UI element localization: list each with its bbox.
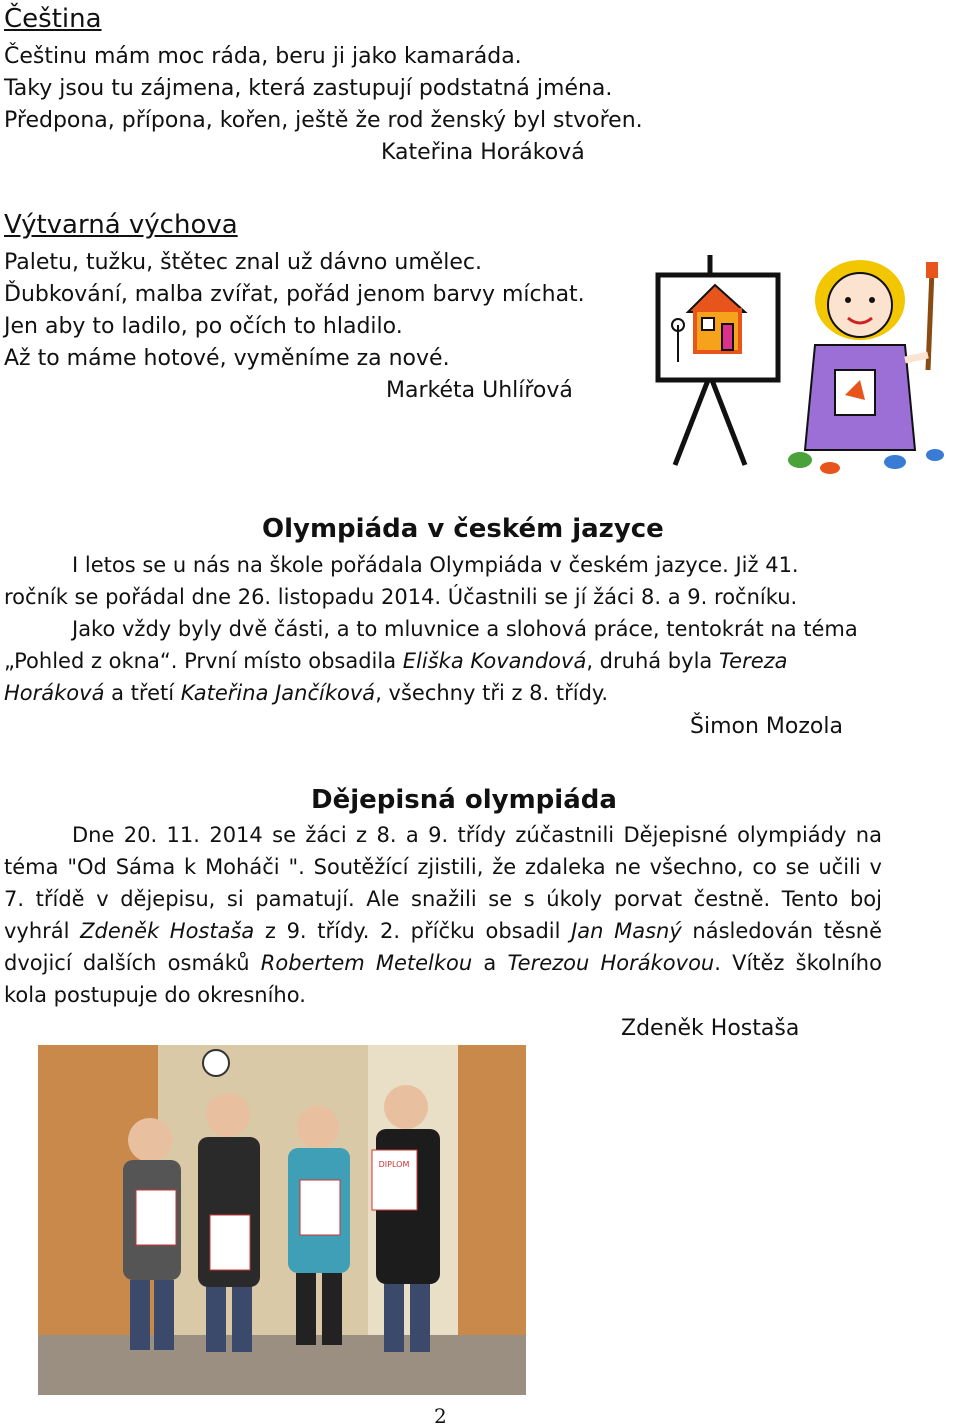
olympiada-text-line: ročník se pořádal dne 26. listopadu 2014. Účastnili se jí žáci 8. a 9. ročníku.	[4, 585, 798, 609]
second-name: Jan Masný	[571, 919, 682, 943]
dejepis-text: vyhrál	[4, 919, 81, 943]
dejepis-text-line	[4, 916, 882, 946]
page-number: 2	[434, 1404, 447, 1428]
dejepis-text-line: 7. třídě v dějepisu, si pamatují. Ale snažili se s úkoly porvat čestně. Tento boj	[4, 887, 882, 911]
diploma-text: DIPLOM	[378, 1160, 410, 1169]
cestina-line: Předpona, přípona, kořen, ještě že rod ženský byl stvořen.	[4, 108, 643, 133]
vytvarna-heading: Výtvarná výchova	[4, 210, 238, 240]
students-photo	[38, 1045, 526, 1395]
dejepis-text-line: Dne 20. 11. 2014 se žáci z 8. a 9. třídy zúčastnili Dějepisné olympiády na	[72, 823, 882, 847]
dejepis-text: následován těsně	[681, 919, 883, 943]
olympiada-text: , všechny tři z 8. třídy.	[375, 681, 609, 705]
dejepis-text-line	[4, 948, 882, 978]
cestina-line: Češtinu mám moc ráda, beru ji jako kamaráda.	[4, 44, 522, 69]
olympiada-text-line	[4, 646, 788, 676]
dejepis-author: Zdeněk Hostaša	[621, 1016, 800, 1041]
dejepis-text-line: téma "Od Sáma k Moháči ". Soutěžící zjistili, že zdaleka ne všechno, co se učili v	[4, 855, 882, 879]
vytvarna-line: Ďubkování, malba zvířat, pořád jenom barvy míchat.	[4, 282, 585, 307]
dejepis-heading: Dějepisná olympiáda	[311, 785, 617, 815]
olympiada-text-line: I letos se u nás na škole pořádala Olympiáda v českém jazyce. Již 41.	[72, 553, 799, 577]
third-name: Robertem Metelkou	[260, 951, 473, 975]
olympiada-author: Šimon Mozola	[690, 714, 843, 739]
dejepis-text: a	[472, 951, 508, 975]
vytvarna-author: Markéta Uhlířová	[386, 378, 573, 403]
painter-clipart	[650, 250, 950, 480]
cestina-line: Taky jsou tu zájmena, která zastupují podstatná jména.	[4, 76, 613, 101]
vytvarna-line: Paletu, tužku, štětec znal už dávno umělec.	[4, 250, 483, 275]
olympiada-text: , druhá byla	[586, 649, 719, 673]
winner-name: Eliška Kovandová	[402, 649, 587, 673]
dejepis-text: . Vítěz školního	[714, 951, 882, 975]
second-name: Horáková	[4, 681, 105, 705]
vytvarna-line: Jen aby to ladilo, po očích to hladilo.	[4, 314, 403, 339]
cestina-heading: Čeština	[4, 4, 102, 34]
olympiada-text: „Pohled z okna“. První místo obsadila	[4, 649, 403, 673]
vytvarna-line: Až to máme hotové, vyměníme za nové.	[4, 346, 450, 371]
dejepis-text: dvojicí dalších osmáků	[4, 951, 261, 975]
winner-name: Zdeněk Hostaša	[80, 919, 255, 943]
olympiada-text: a třetí	[104, 681, 181, 705]
second-name: Tereza	[718, 649, 788, 673]
cestina-author: Kateřina Horáková	[381, 140, 585, 165]
dejepis-text: z 9. třídy. 2. příčku obsadil	[254, 919, 572, 943]
olympiada-heading: Olympiáda v českém jazyce	[262, 514, 664, 544]
olympiada-text-line	[4, 678, 608, 708]
olympiada-text-line: Jako vždy byly dvě části, a to mluvnice a slohová práce, tentokrát na téma	[72, 617, 858, 641]
third-name: Terezou Horákovou	[507, 951, 715, 975]
dejepis-text-line: kola postupuje do okresního.	[4, 983, 306, 1007]
third-name: Kateřina Jančíková	[180, 681, 376, 705]
